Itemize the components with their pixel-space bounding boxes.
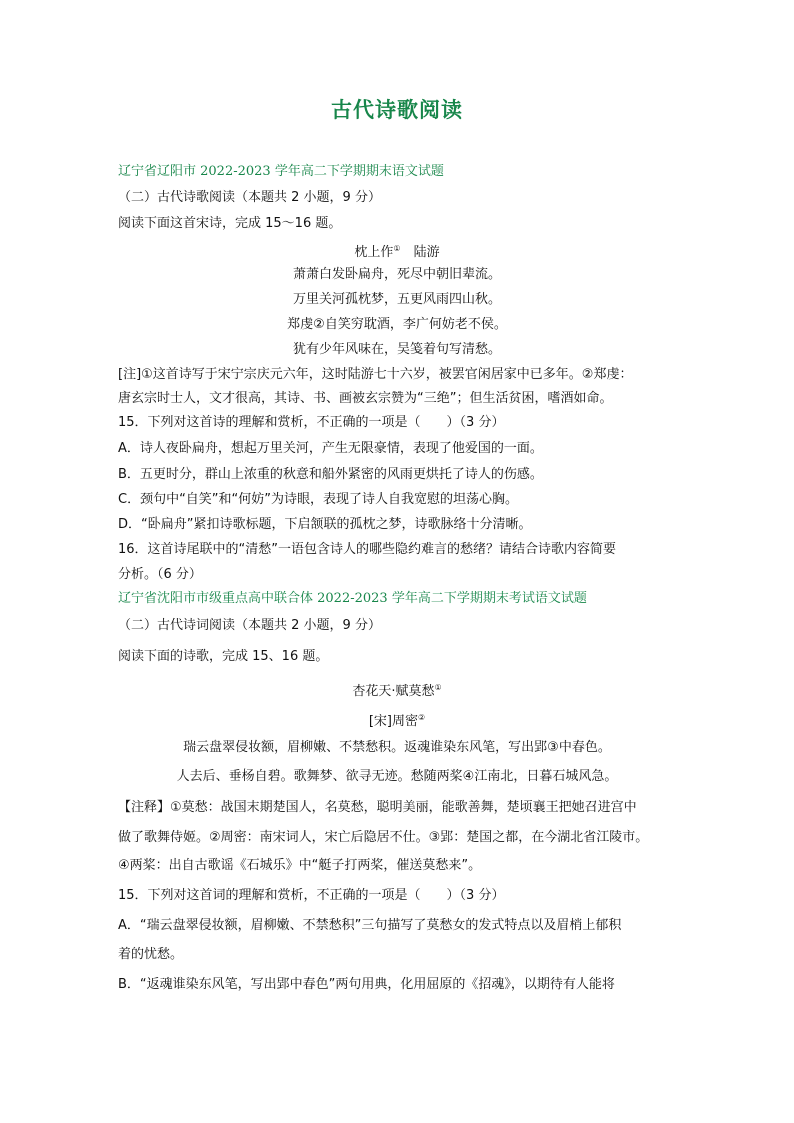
question-15-stem: 15．下列对这首诗的理解和赏析，不正确的一项是（ ）（3 分） — [118, 415, 505, 430]
poem-line: 人去后、垂杨自碧。歌舞梦、欲寻无迹。愁随两桨④江南北，日暮石城风急。 — [176, 769, 618, 784]
poem-line: 犹有少年风味在，吴笺着句写清愁。 — [292, 342, 501, 357]
note-line: 【注释】①莫愁：战国末期楚国人，名莫愁，聪明美丽，能歌善舞，楚顷襄王把她召进宫中 — [118, 800, 637, 815]
question-15-stem: 15．下列对这首词的理解和赏析，不正确的一项是（ ）（3 分） — [118, 888, 505, 903]
poem-author: 陆游 — [413, 245, 440, 260]
option-b: B．五更时分，群山上浓重的秋意和船外紧密的风雨更烘托了诗人的伤感。 — [118, 467, 543, 482]
option-a: A．“瑞云盘翠侵妆额，眉柳嫩、不禁愁积”三句描写了莫愁女的发式特点以及眉梢上郁积 — [118, 918, 622, 933]
option-d: D．“卧扁舟”紧扣诗歌标题，下启颔联的孤枕之梦，诗歌脉络十分清晰。 — [118, 517, 532, 532]
page-title: 古代诗歌阅读 — [331, 97, 463, 122]
note-line: [注]①这首诗写于宋宁宗庆元六年，这时陆游七十六岁，被罢官闲居家中已多年。②郑虔： — [118, 367, 633, 382]
option-a-continued: 着的忧愁。 — [118, 947, 184, 962]
footnote-marker: ① — [393, 244, 401, 253]
note-line: ④两桨：出自古歌谣《石城乐》中“艇子打两桨，催送莫愁来”。 — [118, 858, 482, 873]
option-c: C．颈句中“自笑”和“何妨”为诗眼，表现了诗人自我宽慰的坦荡心胸。 — [118, 492, 519, 507]
poem-line: 万里关河孤枕梦，五更风雨四山秋。 — [292, 292, 501, 307]
section1-header: （二）古代诗歌阅读（本题共 2 小题，9 分） — [118, 190, 381, 205]
section1-poem-heading — [0, 240, 794, 262]
note-line: 唐玄宗时士人，文才很高，其诗、书、画被玄宗赞为“三绝”；但生活贫困，嗜酒如命。 — [118, 391, 613, 406]
section2-poem-title — [0, 679, 794, 701]
section2-poem-author — [0, 709, 794, 731]
poem-line: 萧萧白发卧扁舟，死尽中朝旧辈流。 — [292, 267, 501, 282]
poem-title: 杏花天·赋莫愁 — [352, 684, 435, 699]
section2-instruction: 阅读下面的诗歌，完成 15、16 题。 — [118, 649, 329, 664]
option-a: A．诗人夜卧扁舟，想起万里关河，产生无限豪情，表现了他爱国的一面。 — [118, 441, 543, 456]
option-b: B．“返魂谁染东风笔，写出郢中春色”两句用典，化用屈原的《招魂》，以期待有人能将 — [118, 977, 615, 992]
poem-line: 瑞云盘翠侵妆额，眉柳嫩、不禁愁积。返魂谁染东风笔，写出郢③中春色。 — [183, 740, 611, 755]
section2-source: 辽宁省沈阳市市级重点高中联合体 2022-2023 学年高二下学期期末考试语文试题 — [118, 591, 587, 606]
section2-header: （二）古代诗词阅读（本题共 2 小题，9 分） — [118, 618, 381, 633]
question-16-line: 16．这首诗尾联中的“清愁”一语包含诗人的哪些隐约难言的愁绪？请结合诗歌内容简要 — [118, 542, 617, 557]
footnote-marker: ② — [417, 713, 426, 722]
note-line: 做了歌舞侍姬。②周密：南宋词人，宋亡后隐居不仕。③郢：楚国之都，在今湖北省江陵市。 — [118, 830, 649, 845]
section1-instruction: 阅读下面这首宋诗，完成 15～16 题。 — [118, 216, 342, 231]
poem-title: 枕上作 — [354, 245, 394, 260]
question-16-line: 分析。（6 分） — [118, 567, 202, 582]
footnote-marker: ① — [434, 683, 442, 692]
section1-source: 辽宁省辽阳市 2022-2023 学年高二下学期期末语文试题 — [118, 164, 444, 179]
poem-line: 郑虔②自笑穷耽酒，李广何妨老不侯。 — [287, 317, 507, 332]
poem-author: [宋]周密 — [368, 714, 418, 729]
